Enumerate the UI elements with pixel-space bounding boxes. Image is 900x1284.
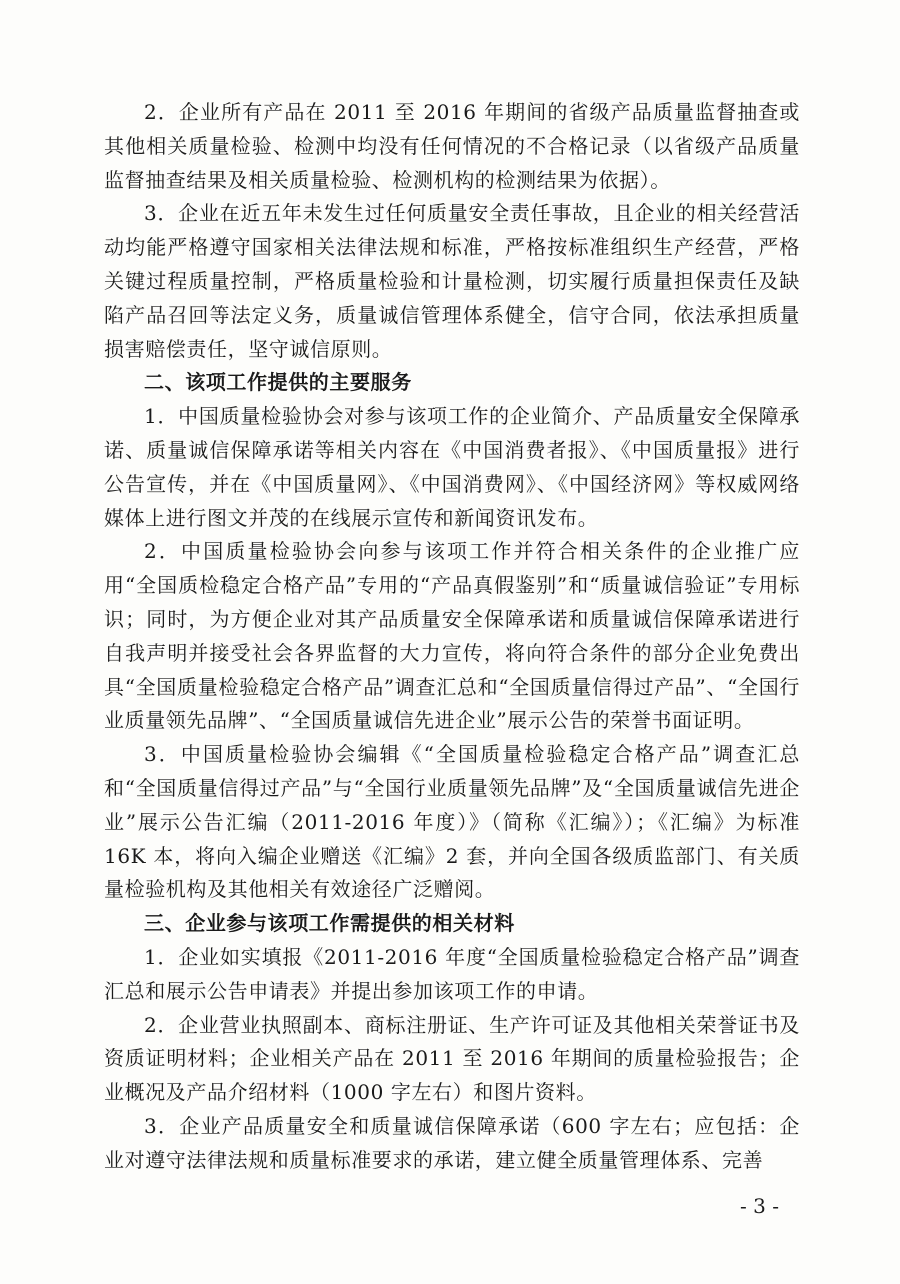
paragraph-service-3-compilation: 3．中国质量检验协会编辑《“全国质量检验稳定合格产品”调查汇总和“全国质量信得过产品”与“全国行业质量领先品牌”及“全国质量诚信先进企业”展示公告汇编（2011-2016 年度）》（简称《汇编》）；《汇编》为标准 16K 本，将向入编企业赠送《汇编》2 套，并向全国各级质监部门、有关质量检验机构及其他相关有效途径广泛赠阅。 — [104, 742, 800, 902]
section-heading-required-materials: 三、企业参与该项工作需提供的相关材料 — [144, 911, 515, 936]
document-body — [104, 96, 800, 1178]
paragraph-material-1-application: 1．企业如实填报《2011-2016 年度“全国质量检验稳定合格产品”调查汇总和展示公告申请表》并提出参加该项工作的申请。 — [104, 944, 800, 1003]
paragraph-service-1-publicity: 1．中国质量检验协会对参与该项工作的企业简介、产品质量安全保障承诺、质量诚信保障承诺等相关内容在《中国消费者报》、《中国质量报》进行公告宣传，并在《中国质量网》、《中国消费网》、《中国经济网》等权威网络媒体上进行图文并茂的在线展示宣传和新闻资讯发布。 — [104, 404, 800, 530]
page-number: - 3 - — [740, 1194, 779, 1218]
paragraph-material-2-licenses: 2．企业营业执照副本、商标注册证、生产许可证及其他相关荣誉证书及资质证明材料；企业相关产品在 2011 至 2016 年期间的质量检验报告；企业概况及产品介绍材料（1000 字左右）和图片资料。 — [104, 1012, 800, 1105]
paragraph-2-no-unqualified-records: 2．企业所有产品在 2011 至 2016 年期间的省级产品质量监督抽查或其他相关质量检验、检测中均没有任何情况的不合格记录（以省级产品质量监督抽查结果及相关质量检验、检测机构的检测结果为依据）。 — [104, 100, 800, 192]
section-heading-main-services: 二、该项工作提供的主要服务 — [144, 370, 412, 395]
paragraph-service-2-labels: 2．中国质量检验协会向参与该项工作并符合相关条件的企业推广应用“全国质检稳定合格产品”专用的“产品真假鉴别”和“质量诚信验证”专用标识；同时，为方便企业对其产品质量安全保障承诺和质量诚信保障承诺进行自我声明并接受社会各界监督的大力宣传，将向符合条件的部分企业免费出具“全国质量检验稳定合格产品”调查汇总和“全国质量信得过产品”、“全国行业质量领先品牌”、“全国质量诚信先进企业”展示公告的荣誉书面证明。 — [104, 539, 800, 733]
paragraph-material-3-commitment: 3．企业产品质量安全和质量诚信保障承诺（600 字左右；应包括：企业对遵守法律法规和质量标准要求的承诺，建立健全质量管理体系、完善 — [104, 1113, 800, 1172]
paragraph-3-no-safety-accidents: 3．企业在近五年未发生过任何质量安全责任事故，且企业的相关经营活动均能严格遵守国家相关法律法规和标准，严格按标准组织生产经营，严格关键过程质量控制，严格质量检验和计量检测，切实履行质量担保责任及缺陷产品召回等法定义务，质量诚信管理体系健全，信守合同，依法承担质量损害赔偿责任，坚守诚信原则。 — [104, 201, 800, 361]
